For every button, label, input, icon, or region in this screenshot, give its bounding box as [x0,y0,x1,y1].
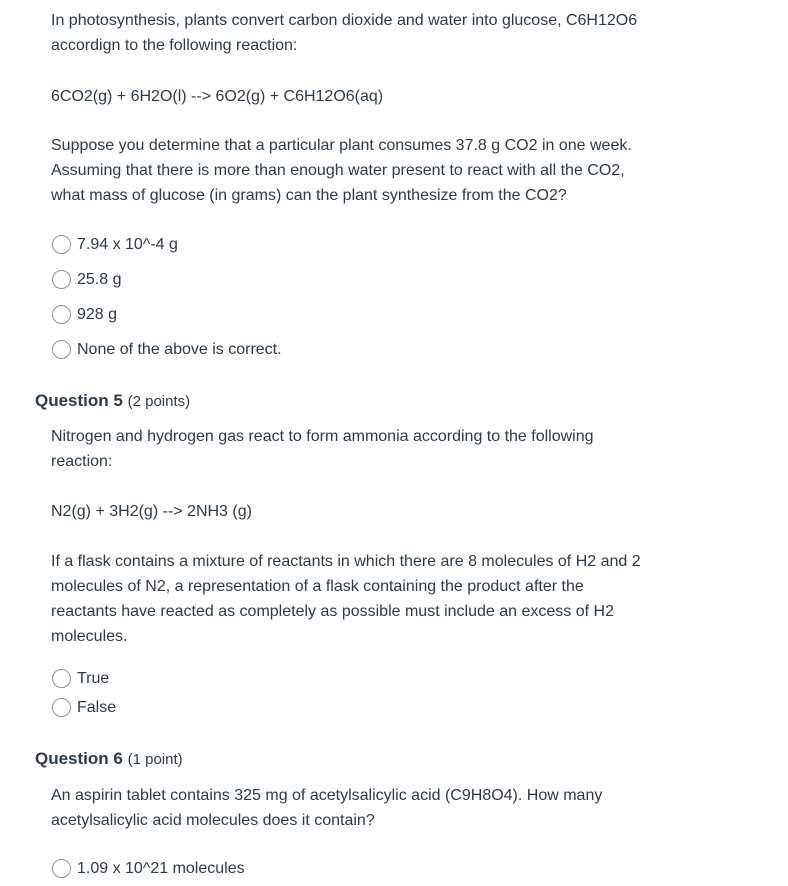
q4-answer-list [52,227,282,367]
q6-points: (1 point) [127,751,183,768]
q4-intro-line: accordign to the following reaction: [51,37,298,54]
q4-answer-option[interactable] [52,262,282,297]
q5-intro-line: reaction: [51,453,113,470]
q4-intro-line: In photosynthesis, plants convert carbon dioxide and water into glucose, C6H12O6 [51,12,638,29]
q5-question-body [51,549,711,649]
q5-header [35,390,190,413]
q6-header [35,748,183,771]
q5-body-line: molecules. [51,628,128,645]
q4-body-line: Assuming that there is more than enough water present to react with all the CO2, [51,162,625,179]
radio-button[interactable] [52,305,71,324]
q4-question-intro [51,8,711,58]
radio-button[interactable] [52,270,71,289]
answer-label: True [77,669,110,687]
answer-label: 928 g [77,305,118,323]
q5-question-intro [51,424,711,474]
q5-title: Question 5 [35,391,123,410]
radio-button[interactable] [52,698,71,717]
q4-body-line: what mass of glucose (in grams) can the plant synthesize from the CO2? [51,187,567,204]
q4-body-line: Suppose you determine that a particular plant consumes 37.8 g CO2 in one week. [51,137,632,154]
q6-answer-option[interactable] [52,851,245,886]
q6-body-line: acetylsalicylic acid molecules does it contain? [51,812,375,829]
q5-body-line: If a flask contains a mixture of reactants in which there are 8 molecules of H2 and 2 [51,553,641,570]
q5-answer-option[interactable] [52,693,116,722]
answer-label: 7.94 x 10^-4 g [77,235,178,253]
q5-answer-option[interactable] [52,664,116,693]
q6-body-line: An aspirin tablet contains 325 mg of acetylsalicylic acid (C9H8O4). How many [51,787,603,804]
q4-answer-option[interactable] [52,332,282,367]
q5-intro-line: Nitrogen and hydrogen gas react to form ammonia according to the following [51,428,594,445]
q5-body-line: molecules of N2, a representation of a flask containing the product after the [51,578,584,595]
q6-question-body [51,783,711,833]
q4-answer-option[interactable] [52,227,282,262]
answer-label: 1.09 x 10^21 molecules [77,859,245,877]
q6-answer-list [52,851,245,886]
answer-label: 25.8 g [77,270,122,288]
radio-button[interactable] [52,859,71,878]
q4-question-body [51,133,711,208]
q4-answer-option[interactable] [52,297,282,332]
answer-label: False [77,698,117,716]
q5-body-line: reactants have reacted as completely as possible must include an excess of H2 [51,603,614,620]
q5-answer-list [52,664,116,722]
q5-equation: N2(g) + 3H2(g) --> 2NH3 (g) [51,503,252,520]
radio-button[interactable] [52,340,71,359]
q5-points: (2 points) [127,393,191,410]
q4-equation: 6CO2(g) + 6H2O(l) --> 6O2(g) + C6H12O6(aq) [51,88,384,105]
radio-button[interactable] [52,235,71,254]
answer-label: None of the above is correct. [77,340,282,358]
radio-button[interactable] [52,669,71,688]
q6-title: Question 6 [35,749,123,768]
